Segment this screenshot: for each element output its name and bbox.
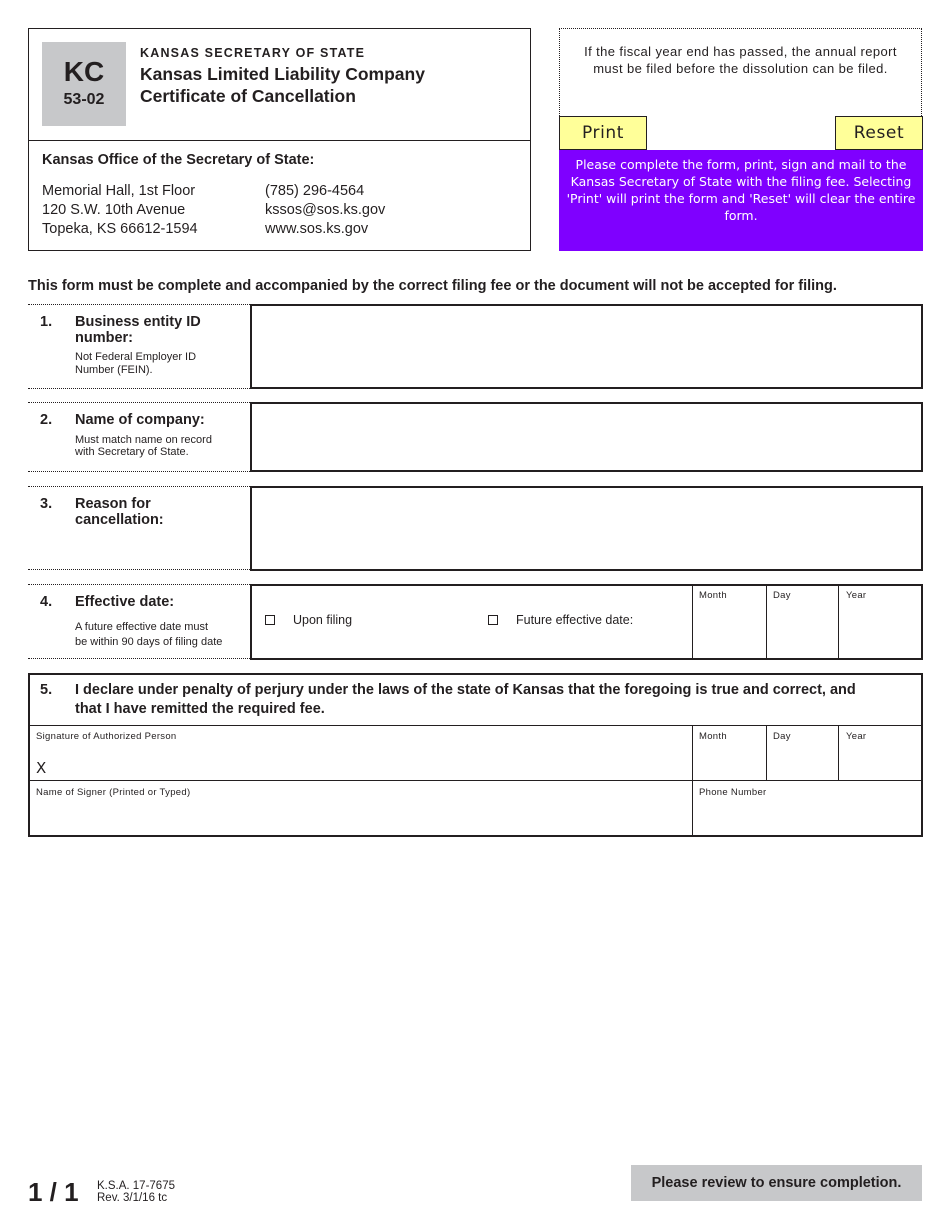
form-title: Kansas Limited Liability Company <box>140 64 425 84</box>
company-name-label: Name of company: <box>75 412 205 428</box>
effective-day-label: Day <box>773 590 791 601</box>
reason-input[interactable] <box>250 486 923 571</box>
company-name-hint-cont: with Secretary of State. <box>75 446 189 458</box>
item-number: 1. <box>40 314 53 330</box>
upon-filing-checkbox[interactable] <box>265 615 275 625</box>
reason-label: Reason for <box>75 496 151 512</box>
future-date-checkbox[interactable] <box>488 615 498 625</box>
signature-year-label: Year <box>846 731 867 742</box>
form-number: 53-02 <box>63 91 105 108</box>
row-divider <box>28 304 250 305</box>
fiscal-year-notice: If the fiscal year end has passed, the annual report must be filed before the dissolution can be filed. <box>584 44 897 76</box>
requirement-notice: This form must be complete and accompanied by the correct filing fee or the document will not be accepted for filing. <box>28 278 837 294</box>
entity-id-hint: Not Federal Employer ID <box>75 351 197 363</box>
company-name-hint: Must match name on record <box>75 434 212 446</box>
row-divider <box>28 388 250 389</box>
signature-month-input[interactable] <box>693 743 766 779</box>
signature-day-label: Day <box>773 731 791 742</box>
review-banner: Please review to ensure completion. <box>631 1165 922 1201</box>
effective-date-hint: A future effective date must <box>75 621 209 633</box>
address-line-2: 120 S.W. 10th Avenue <box>42 202 186 218</box>
reset-button[interactable]: Reset <box>835 116 923 150</box>
row-divider <box>28 471 250 472</box>
agency-name: KANSAS SECRETARY OF STATE <box>140 46 366 60</box>
address-line-1: Memorial Hall, 1st Floor <box>42 183 196 199</box>
item-number: 5. <box>40 682 53 698</box>
row-divider <box>29 780 922 781</box>
form-subtitle: Certificate of Cancellation <box>140 86 356 106</box>
signer-name-input[interactable] <box>30 799 690 835</box>
entity-id-hint-cont: Number (FEIN). <box>75 364 153 376</box>
print-button[interactable]: Print <box>559 116 647 150</box>
reason-label-cont: cancellation: <box>75 512 164 528</box>
declaration-text-cont: that I have remitted the required fee. <box>75 701 325 717</box>
row-divider <box>28 402 250 403</box>
item-number: 2. <box>40 412 53 428</box>
entity-id-label-cont: number: <box>75 330 133 346</box>
row-divider <box>29 725 922 726</box>
company-name-input[interactable] <box>250 402 923 472</box>
effective-year-input[interactable] <box>839 602 921 658</box>
signature-input[interactable] <box>52 742 690 778</box>
effective-month-input[interactable] <box>693 602 766 658</box>
revision-date: Rev. 3/1/16 tc <box>97 1192 168 1204</box>
future-date-label: Future effective date: <box>516 613 634 627</box>
office-heading: Kansas Office of the Secretary of State: <box>42 152 315 168</box>
signature-month-label: Month <box>699 731 727 742</box>
address-line-3: Topeka, KS 66612-1594 <box>42 221 198 237</box>
phone-number-label: Phone Number <box>699 787 767 798</box>
row-divider <box>28 569 250 570</box>
page-indicator: 1 / 1 <box>28 1177 79 1207</box>
item-number: 4. <box>40 594 53 610</box>
instruction-text: Please complete the form, print, sign and mail to the Kansas Secretary of State with the filing fee. Selecting 'Print' will print the form and 'Reset' will clear the entire form. <box>566 157 916 223</box>
row-divider <box>28 658 250 659</box>
item-number: 3. <box>40 496 53 512</box>
effective-date-label: Effective date: <box>75 594 175 610</box>
declaration-text: I declare under penalty of perjury under the laws of the state of Kansas that the foregoing is true and correct, and <box>75 682 856 698</box>
row-divider <box>28 486 250 487</box>
entity-id-label: Business entity ID <box>75 314 201 330</box>
header-divider <box>28 140 531 141</box>
form-code: KC <box>63 56 105 87</box>
effective-year-label: Year <box>846 590 867 601</box>
statute-reference: K.S.A. 17-7675 <box>97 1180 175 1192</box>
signer-name-label: Name of Signer (Printed or Typed) <box>36 787 191 798</box>
phone-number-input[interactable] <box>693 799 921 835</box>
office-email[interactable]: kssos@sos.ks.gov <box>265 202 386 218</box>
signature-label: Signature of Authorized Person <box>36 731 177 742</box>
office-website[interactable]: www.sos.ks.gov <box>265 221 369 237</box>
effective-month-label: Month <box>699 590 727 601</box>
signature-day-input[interactable] <box>767 743 838 779</box>
signature-mark: X <box>36 759 47 777</box>
effective-day-input[interactable] <box>767 602 838 658</box>
upon-filing-label: Upon filing <box>293 613 353 627</box>
entity-id-input[interactable] <box>250 304 923 389</box>
effective-date-hint-cont: be within 90 days of filing date <box>75 636 223 648</box>
office-phone: (785) 296-4564 <box>265 183 365 199</box>
row-divider <box>28 584 250 585</box>
signature-year-input[interactable] <box>839 743 921 779</box>
